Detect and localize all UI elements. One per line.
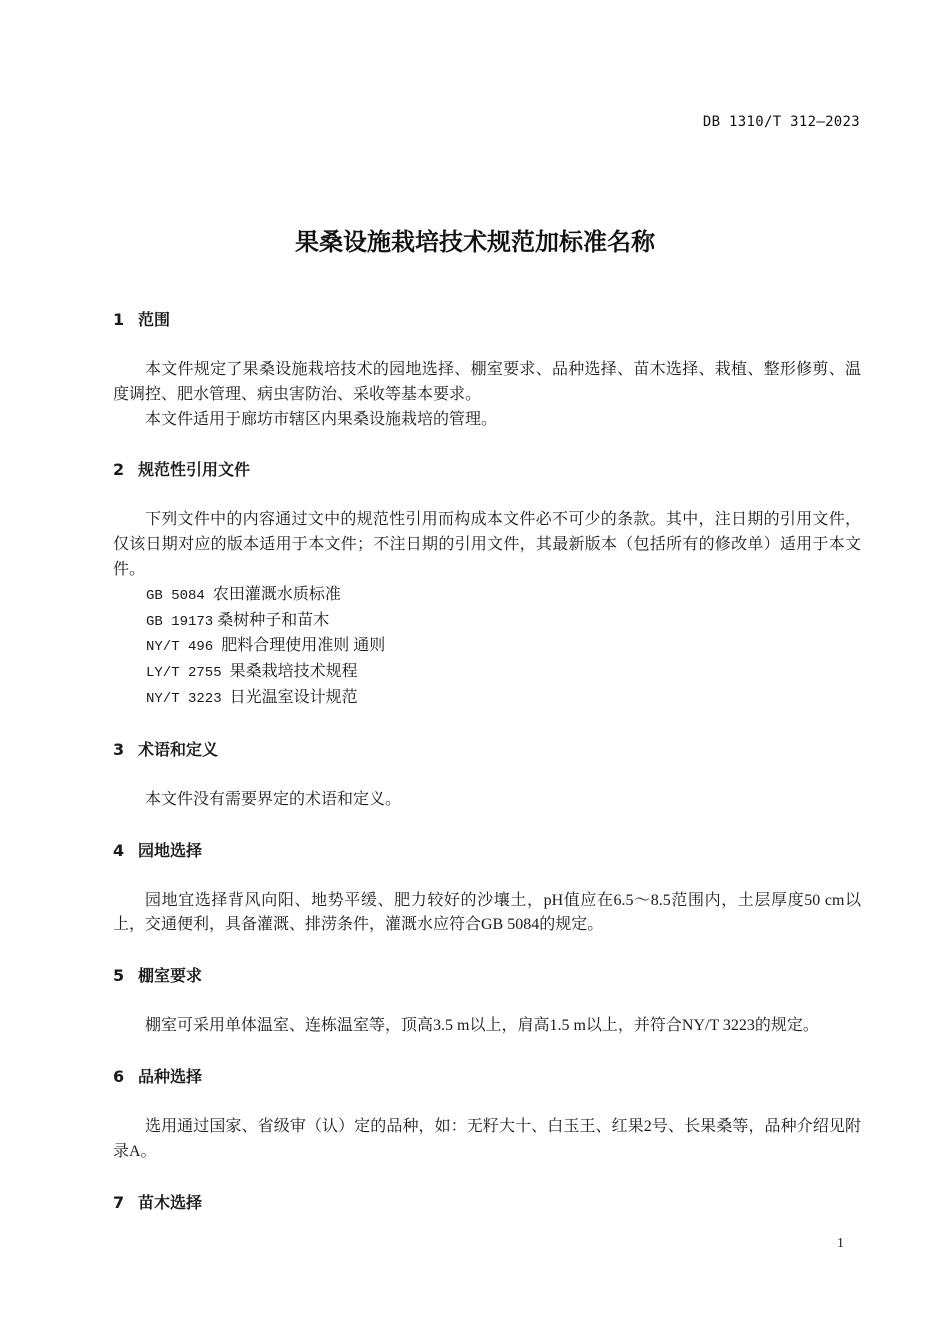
section-heading	[113, 839, 861, 863]
section-number: 1	[113, 310, 125, 329]
section-title: 术语和定义	[138, 739, 219, 759]
paragraph: 本文件没有需要界定的术语和定义。	[145, 790, 402, 808]
reference-item	[113, 634, 861, 660]
section-title: 园地选择	[138, 840, 203, 860]
section-number: 6	[113, 1066, 125, 1086]
section-number: 2	[113, 460, 125, 480]
section-number: 4	[113, 840, 125, 860]
reference-name: 肥料合理使用准则 通则	[221, 637, 386, 655]
section-heading	[113, 1065, 861, 1089]
section-number: 7	[113, 1192, 125, 1212]
paragraph: 园地宜选择背风向阳、地势平缓、肥力较好的沙壤土，pH值应在6.5～8.5范围内，土层厚度50 cm以上，交通便利，具备灌溉、排涝条件，灌溉水应符合GB 5084的规定。	[113, 891, 861, 934]
reference-name: 日光温室设计规范	[229, 688, 358, 706]
standard-code: DB 1310/T 312—2023	[702, 114, 860, 130]
reference-code: GB 5084	[146, 587, 205, 604]
section-scope	[113, 308, 861, 432]
reference-item	[113, 686, 861, 712]
reference-item	[113, 609, 861, 635]
section-site-selection	[113, 839, 861, 939]
section-variety	[113, 1065, 861, 1165]
paragraph: 选用通过国家、省级审（认）定的品种，如：无籽大十、白玉王、红果2号、长果桑等，品种介绍见附录A。	[113, 1117, 861, 1160]
paragraph: 下列文件中的内容通过文中的规范性引用而构成本文件必不可少的条款。其中，注日期的引用文件，仅该日期对应的版本适用于本文件；不注日期的引用文件，其最新版本（包括所有的修改单）适用于本文件。	[113, 511, 861, 578]
reference-code: LY/T 2755	[146, 665, 222, 682]
page-number: 1	[837, 1236, 844, 1251]
reference-name: 果桑栽培技术规程	[229, 663, 358, 681]
section-heading	[113, 1191, 861, 1215]
section-title: 棚室要求	[138, 966, 203, 986]
section-number: 3	[113, 739, 125, 759]
document-body	[113, 308, 861, 1241]
reference-code: NY/T 3223	[146, 690, 222, 707]
reference-item	[113, 583, 861, 609]
section-title: 范围	[138, 310, 171, 329]
section-greenhouse	[113, 964, 861, 1039]
reference-name: 桑树种子和苗木	[217, 611, 330, 629]
paragraph: 本文件规定了果桑设施栽培技术的园地选择、棚室要求、品种选择、苗木选择、栽植、整形修剪、温度调控、肥水管理、病虫害防治、采收等基本要求。	[113, 361, 861, 403]
section-title: 规范性引用文件	[138, 460, 251, 480]
section-seedlings	[113, 1191, 861, 1215]
section-heading	[113, 458, 861, 482]
document-title: 果桑设施栽培技术规范加标准名称	[295, 228, 655, 256]
reference-code: NY/T 496	[146, 639, 214, 656]
paragraph: 棚室可采用单体温室、连栋温室等，顶高3.5 m以上，肩高1.5 m以上，并符合NY/T 3223的规定。	[145, 1017, 819, 1035]
reference-item	[113, 660, 861, 686]
section-heading	[113, 738, 861, 762]
section-terms	[113, 738, 861, 813]
reference-code: GB 19173	[146, 613, 214, 630]
section-title: 品种选择	[138, 1066, 203, 1086]
section-normative-references	[113, 458, 861, 711]
section-number: 5	[113, 966, 125, 986]
paragraph: 本文件适用于廊坊市辖区内果桑设施栽培的管理。	[145, 410, 498, 428]
section-heading	[113, 964, 861, 988]
section-title: 苗木选择	[138, 1192, 203, 1212]
reference-name: 农田灌溉水质标准	[212, 585, 341, 603]
section-heading	[113, 308, 861, 332]
